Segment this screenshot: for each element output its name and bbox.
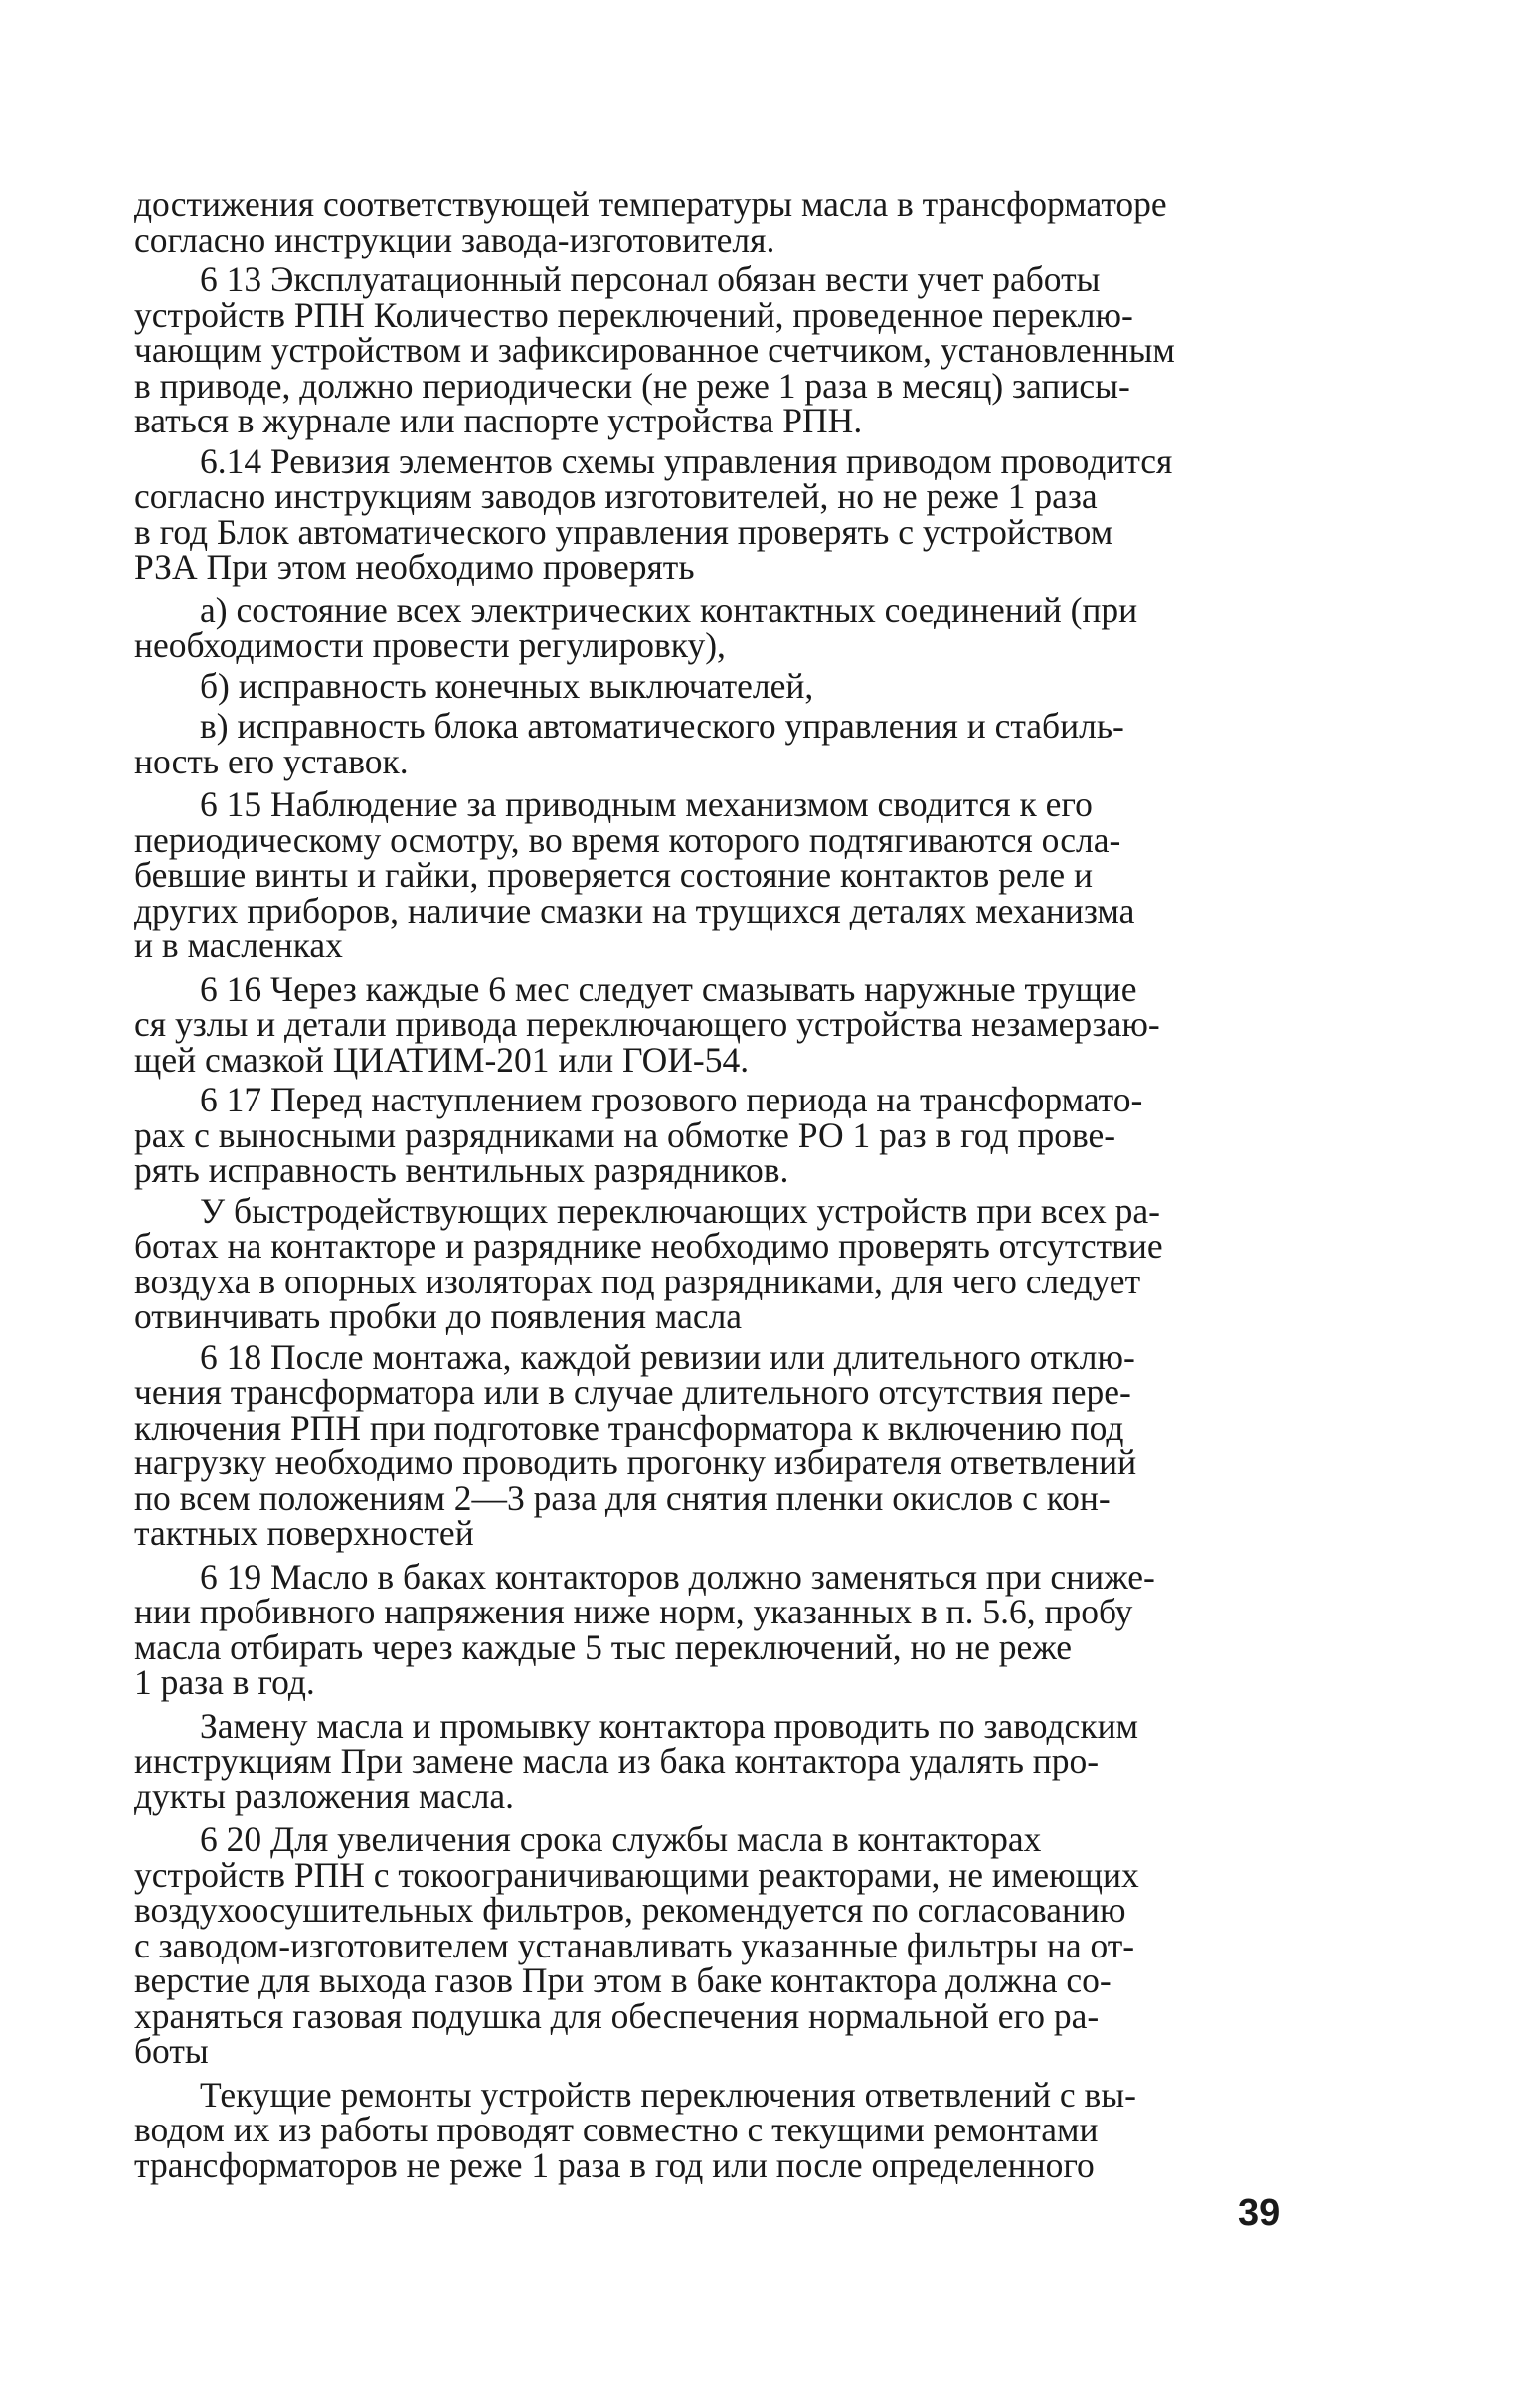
paragraph-6-13: 6 13 Эксплуатационный персонал обязан вести учет работы устройств РПН Количество переключений, проведенное переклю- чающим устройством и зафиксированное счетчиком, установленным в приводе, должно периодически (не реже 1 раза в месяц) записы- ваться в журнале или паспорте устройства РПН. [134, 259, 1175, 440]
list-item-b: б) исправность конечных выключателей, [200, 665, 814, 706]
list-item-v: в) исправность блока автоматического управления и стабиль- ность его уставок. [134, 706, 1124, 781]
paragraph-6-14: 6.14 Ревизия элементов схемы управления приводом проводится согласно инструкциям заводов изготовителей, но не реже 1 раза в год Блок автоматического управления проверять с устройством РЗА При этом необходимо проверять [134, 440, 1173, 587]
paragraph-fast-switching: У быстродействующих переключающих устройств при всех ра- ботах на контакторе и разряднике необходимо проверять отсутствие воздуха в опорных изоляторах под разрядниками, для чего следует отвинчивать пробки до появления масла [134, 1190, 1163, 1336]
paragraph-oil-replacement: Замену масла и промывку контактора проводить по заводским инструкциям При замене масла из бака контактора удалять про- дукты разложения масла. [134, 1705, 1139, 1816]
paragraph-6-17: 6 17 Перед наступлением грозового периода на трансформато- рах с выносными разрядниками на обмотке РО 1 раз в год прове- рять исправность вентильных разрядников. [134, 1080, 1143, 1190]
page-body [134, 184, 1290, 2188]
paragraph-6-18: 6 18 После монтажа, каждой ревизии или длительного отклю- чения трансформатора или в случае длительного отсутствия пере- ключения РПН при подготовке трансформатора к включению под нагрузку необходимо проводить прогонку избирателя ответвлений по всем положениям 2—3 раза для снятия пленки окислов с кон- тактных поверхностей [134, 1336, 1137, 1553]
paragraph-current-repairs: Текущие ремонты устройств переключения ответвлений с вы- водом их из работы проводят совместно с текущими ремонтами трансформаторов не реже 1 раза в год или после определенного [134, 2074, 1136, 2185]
paragraph-6-20: 6 20 Для увеличения срока службы масла в контакторах устройств РПН с токоограничивающими реакторами, не имеющих воздухоосушительных фильтров, рекомендуется по согласованию с заводом-изготовителем устанавливать указанные фильтры на от- верстие для выхода газов При этом в баке контактора должна со- храняться газовая подушка для обеспечения нормальной его ра- боты [134, 1819, 1139, 2071]
list-item-a: а) состояние всех электрических контактных соединений (при необходимости провести регулировку), [134, 590, 1138, 665]
paragraph-6-15: 6 15 Наблюдение за приводным механизмом сводится к его периодическому осмотру, во время которого подтягиваются осла- бевшие винты и гайки, проверяется состояние контактов реле и других приборов, наличие смазки на трущихся деталях механизма и в масленках [134, 784, 1135, 965]
paragraph-continuation: достижения соответствующей температуры масла в трансформаторе согласно инструкции завода-изготовителя. [134, 184, 1167, 259]
paragraph-6-19: 6 19 Масло в баках контакторов должно заменяться при сниже- нии пробивного напряжения ниже норм, указанных в п. 5.6, пробу масла отбирать через каждые 5 тыс переключений, но не реже 1 раза в год. [134, 1556, 1155, 1702]
paragraph-6-16: 6 16 Через каждые 6 мес следует смазывать наружные трущие ся узлы и детали привода переключающего устройства незамерзаю- щей смазкой ЦИАТИМ-201 или ГОИ-54. [134, 968, 1160, 1080]
page-number: 39 [1238, 2192, 1281, 2234]
